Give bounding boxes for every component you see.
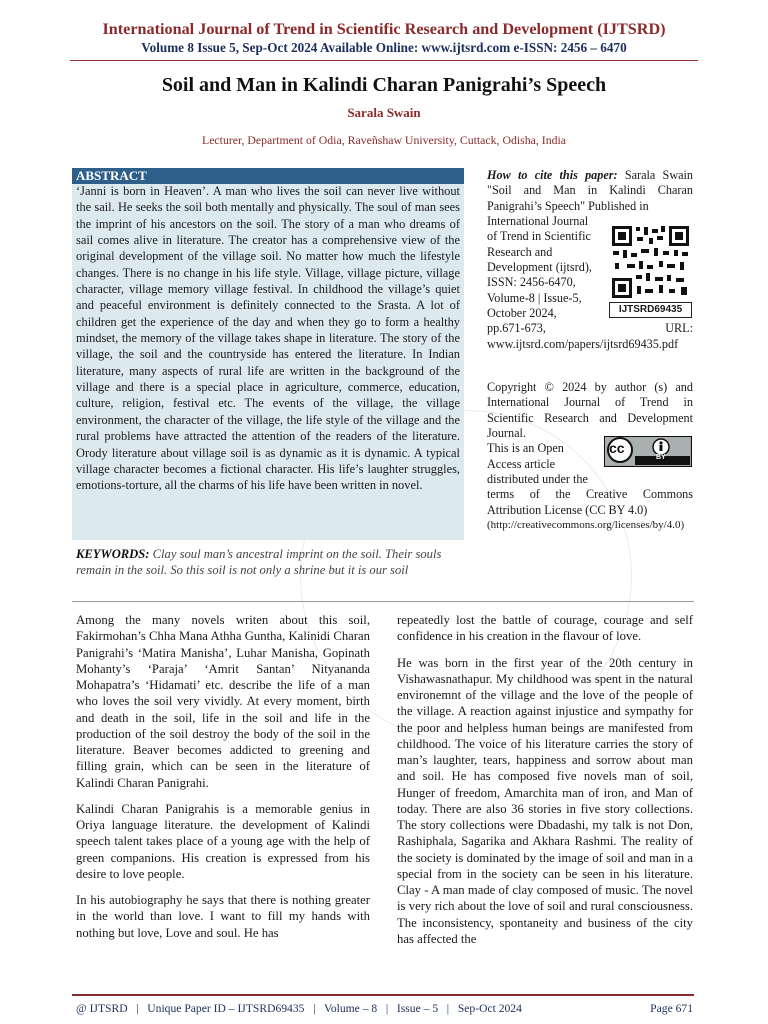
abstract-box xyxy=(72,168,464,540)
paragraph: repeatedly lost the battle of courage, courage and self confidence in his creation in the flavour of love. xyxy=(397,613,693,644)
footer-divider xyxy=(72,994,694,996)
copyright-text-bottom: terms of the Creative Commons Attribution License (CC BY 4.0) xyxy=(487,487,693,517)
citation-pages: pp.671-673, xyxy=(487,321,546,336)
abstract-text: ‘Janni is born in Heaven’. A man who lives the soil can never live without the sail. He seeks the soil both mentally and physically. The soul of man sees the imprint of his ancestors on the soil. The story of a man who dreams of sail comes alive in literature. The creator has a comprehensive view of the original development of the village soil. No matter how much the lifestyle changes. There is no change in his life style. Village, village picture, village character, village memory village festival. In childhood the village’s quiet and peaceful environment is definitely connected to the Srasta. A lot of children get the experience of the day and when they go to form a healthy mindset, the memory of the village takes shape in literature. The story of the village, the soil and the countryside has entered the literature. In Indian literature, many aspects of rural life are written in the background of the village and there is a special place in agriculture, commerce, education, culture, religion, festival etc. The events of the village, the village environment, the character of the village, the life style of the village and the rural problems have attracted the attention of the readers of the literature. Orody literature about village soil is as dynamic as it is dynamic. A typical village character becomes a fictional character. His life’s laughter struggles, emotions-torture, all the charms of his life have been written in novel. xyxy=(76,184,460,493)
citation-url-label: URL: xyxy=(665,321,693,336)
license-url[interactable]: (http://creativecommons.org/licenses/by/4.0) xyxy=(487,519,685,532)
paragraph: Kalindi Charan Panigrahis is a memorable genius in Oriya language literature. the development of Kalindi speech talent takes place of a young age with the help of green companions. His creation is expressed from his desire to love people. xyxy=(76,801,370,881)
qr-code-icon xyxy=(609,223,692,301)
paragraph: He was born in the first year of the 20th century in Vishawasnathapur. My childhood was spent in the natural environemnt of the village and the love of the people of the village. A reaction against injustice and sympathy for the poor and helpless human beings are manifested from childhood. The voice of his literature carries the story of man’s laughter, tears, happiness and sorrow about man and soil. He has composed five novels man of soil, Hunger of freedom, Amarchita man of iron, and Man of today. There are also 36 stories in five story collections. The story collections were Dbadashi, my talk is not Don, Rashiphala, Sagarika and Akhara Rashmi. The reality of the society is dominated by the image of soil and man in a special from in the society can be seen in his literature. Clay - A man made of clay composed of music. The novel is very rich about the love of soil and rural consciousness. The inconsistency, spontaneity and business of the city has affected the xyxy=(397,655,693,946)
keywords-divider xyxy=(72,601,694,602)
paragraph: In his autobiography he says that there is nothing greater in the world than love. I want to fill my hands with nothing but love, Love and soul. He has xyxy=(76,893,370,940)
qr-code-label: IJTSRD69435 xyxy=(609,302,692,318)
citation-label: How to cite this paper: xyxy=(487,168,618,182)
page-number: Page 671 xyxy=(650,1002,693,1015)
keywords-label: KEYWORDS: xyxy=(76,547,150,561)
keywords-block xyxy=(76,546,464,578)
by-badge-text: BY xyxy=(656,454,666,461)
citation-url[interactable]: www.ijtsrd.com/papers/ijtsrd69435.pdf xyxy=(487,336,679,351)
cc-badge-text: cc xyxy=(609,440,625,456)
cc-by-license-badge[interactable] xyxy=(604,436,692,467)
author-affiliation: Lecturer, Department of Odia, Raveñshaw University, Cuttack, Odisha, India xyxy=(201,133,567,147)
citation-text-narrow: International Journal of Trend in Scientific Research and Development (ijtsrd), ISSN: 2456-6470, Volume-8 | Issue-5, October 2024, xyxy=(487,214,592,321)
body-column-right xyxy=(397,612,693,957)
abstract-heading: ABSTRACT xyxy=(72,168,464,184)
qr-code[interactable] xyxy=(609,223,692,319)
header-divider xyxy=(70,60,698,61)
author-name: Sarala Swain xyxy=(347,105,421,120)
journal-subtitle: Volume 8 Issue 5, Sep-Oct 2024 Available Online: www.ijtsrd.com e-ISSN: 2456 – 6470 xyxy=(141,40,627,55)
paragraph: Among the many novels writen about this soil, Fakirmohan’s Chha Mana Athha Guntha, Kalinidi Charan Panigrahi’s ‘Matira Manisha’, Luhar Manisha, Gopinath Mohanty’s ‘Paraja’ ‘Amrit Santan’ Nityananda Mohapatra’s ‘Hidamati’ etc. describe the life of a man who loves the soil very vividly. At every moment, birth and death in the soil, life in the soil and life in the production of the soil destroy the body of the soil in the literature. Beaver becomes addicted to greening and filling grain, which can be seen in the literature of Kalindi Charan Panigrahi. xyxy=(76,613,370,790)
keywords-text: Clay soul man’s ancestral imprint on the soil. Their souls remain in the soil. So this soil is not only a shrine but it is our soil xyxy=(76,547,442,578)
copyright-text-narrow: This is an Open Access article distributed under the xyxy=(487,441,588,487)
copyright-text-top: Copyright © 2024 by author (s) and International Journal of Trend in Scientific Research and Development Journal. xyxy=(487,380,693,441)
journal-title: International Journal of Trend in Scientific Research and Development (IJTSRD) xyxy=(102,20,666,38)
citation-text-top: Sarala Swain "Soil and Man in Kalindi Charan Panigrahi’s Speech" Published in xyxy=(487,168,694,213)
footer-info: @ IJTSRD | Unique Paper ID – IJTSRD69435 | Volume – 8 | Issue – 5 | Sep-Oct 2024 xyxy=(76,1002,522,1015)
body-column-left xyxy=(76,612,370,951)
paper-title: Soil and Man in Kalindi Charan Panigrahi’s Speech xyxy=(161,74,607,96)
